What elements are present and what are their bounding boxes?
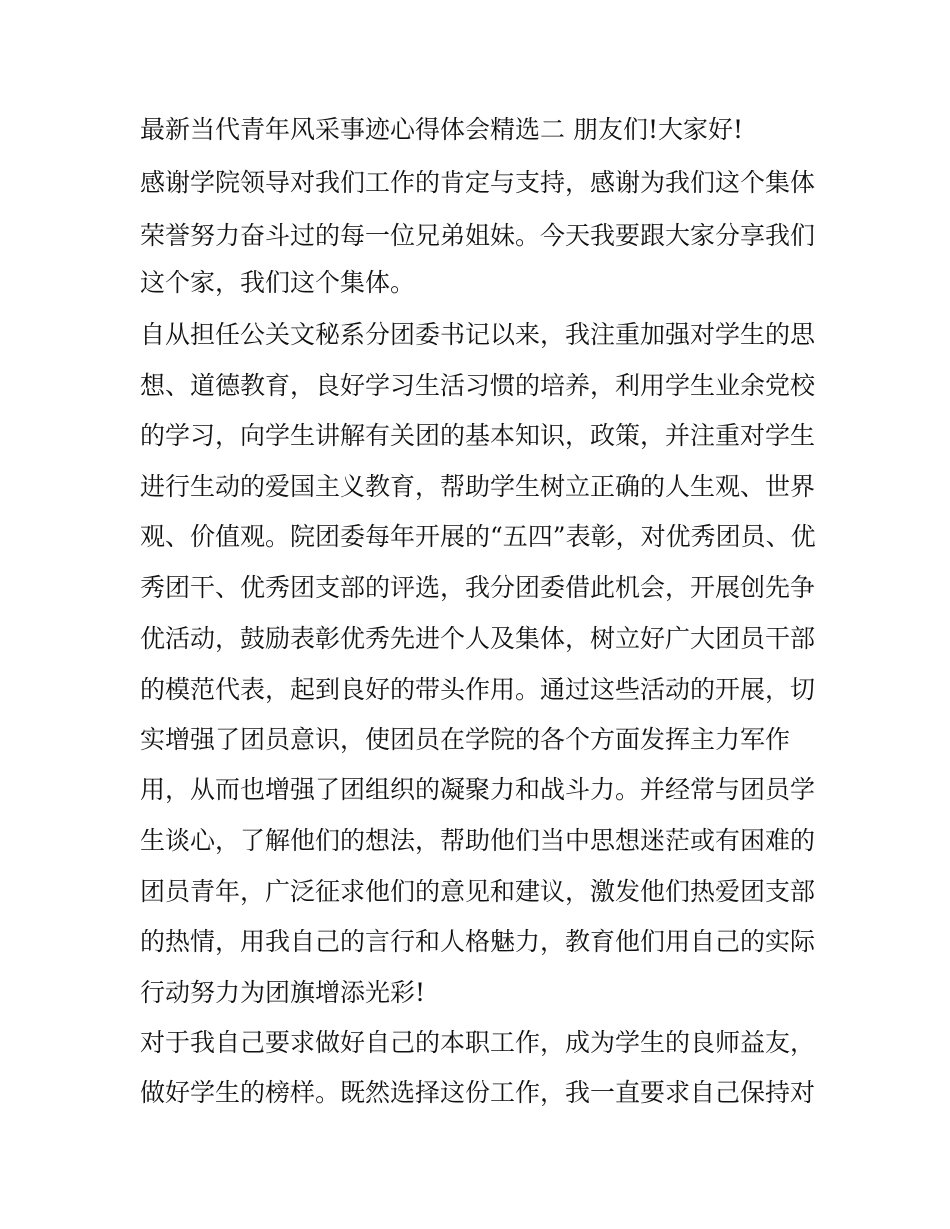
- text-line: 用，从而也增强了团组织的凝聚力和战斗力。并经常与团员学: [140, 775, 816, 804]
- text-line: 对于我自己要求做好自己的本职工作，成为学生的良师益友，: [140, 1028, 816, 1057]
- text-line: 团员青年，广泛征求他们的意见和建议，激发他们热爱团支部: [140, 877, 816, 906]
- text-line: 荣誉努力奋斗过的每一位兄弟姐妹。今天我要跟大家分享我们: [140, 221, 816, 250]
- text-line: 优活动，鼓励表彰优秀先进个人及集体，树立好广大团员干部: [140, 624, 816, 653]
- text-line: 这个家，我们这个集体。: [140, 268, 416, 297]
- text-line: 观、价值观。院团委每年开展的“五四”表彰，对优秀团员、优: [140, 522, 816, 551]
- text-line: 感谢学院领导对我们工作的肯定与支持，感谢为我们这个集体: [140, 168, 816, 197]
- text-line: 进行生动的爱国主义教育，帮助学生树立正确的人生观、世界: [140, 472, 816, 501]
- text-line: 生谈心，了解他们的想法，帮助他们当中思想迷茫或有困难的: [140, 826, 816, 855]
- text-line: 最新当代青年风采事迹心得体会精选二 朋友们!大家好!: [140, 115, 744, 144]
- text-line: 行动努力为团旗增添光彩!: [140, 978, 426, 1007]
- text-line: 实增强了团员意识，使团员在学院的各个方面发挥主力军作: [140, 725, 791, 754]
- text-line: 的学习，向学生讲解有关团的基本知识，政策，并注重对学生: [140, 421, 816, 450]
- text-line: 的热情，用我自己的言行和人格魅力，教育他们用自己的实际: [140, 927, 816, 956]
- text-line: 做好学生的榜样。既然选择这份工作，我一直要求自己保持对: [140, 1078, 816, 1107]
- text-line: 的模范代表，起到良好的带头作用。通过这些活动的开展，切: [140, 675, 816, 704]
- text-line: 自从担任公关文秘系分团委书记以来，我注重加强对学生的思: [140, 320, 816, 349]
- text-line: 想、道德教育，良好学习生活习惯的培养，利用学生业余党校: [140, 371, 816, 400]
- text-line: 秀团干、优秀团支部的评选，我分团委借此机会，开展创先争: [140, 573, 816, 602]
